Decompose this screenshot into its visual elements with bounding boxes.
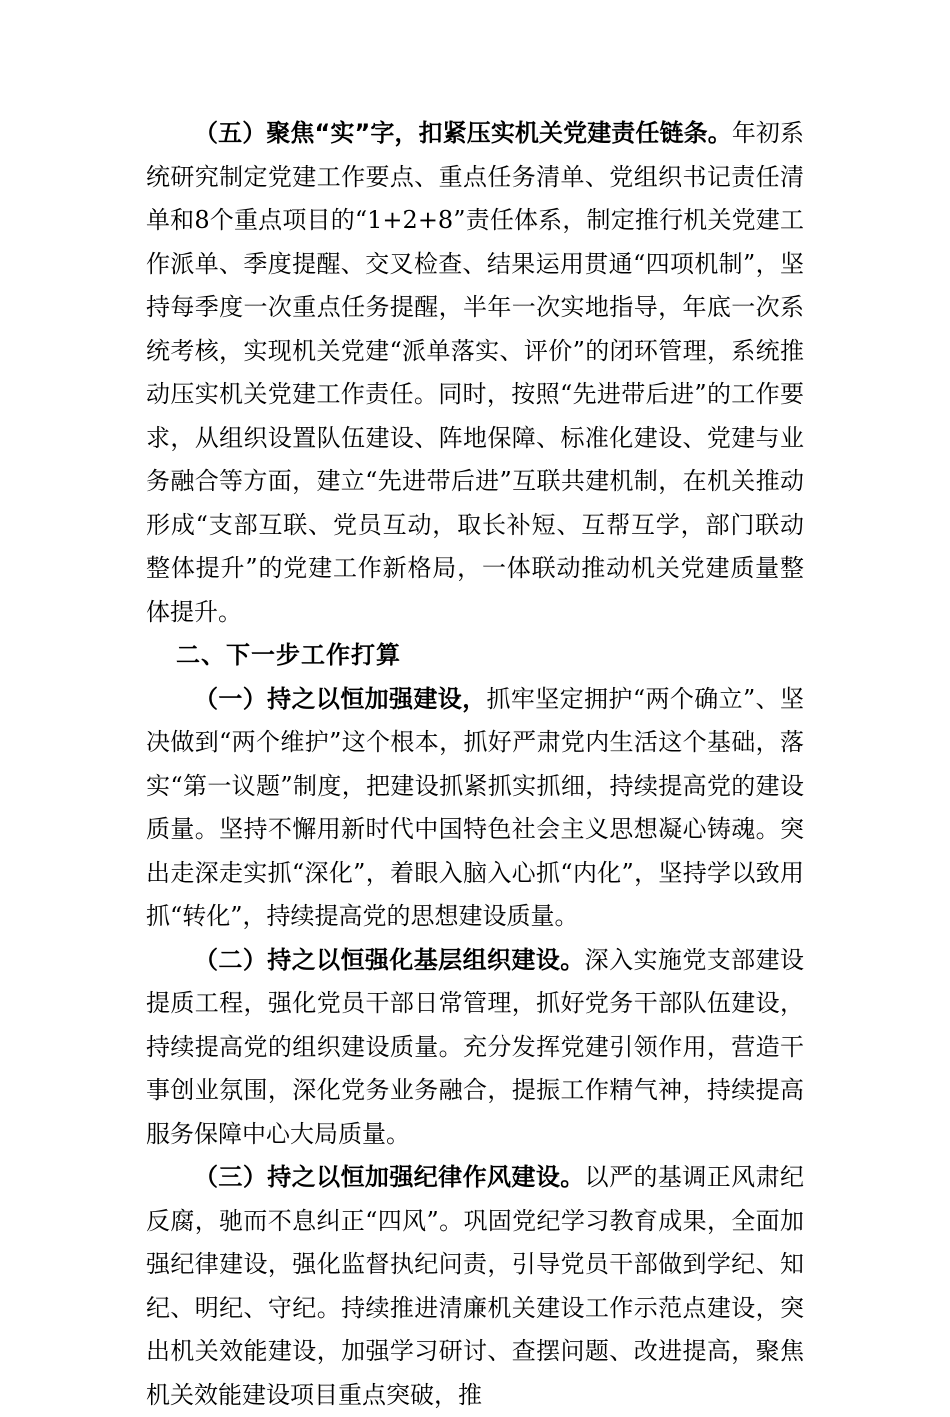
paragraph-one-body: 抓牢坚定拥护“两个确立”、坚决做到“两个维护”这个根本，抓好严肃党内生活这个基础，落实“第一议题”制度，把建设抓紧抓实抓细，持续提高党的建设质量。坚持不懈用新时代中国特色社会主义思想凝心铸魂。突出走深走实抓“深化”，着眼入脑入心抓“内化”，坚持学以致用抓“转化”，持续提高党的思想建设质量。	[146, 684, 805, 930]
paragraph-five-body: 年初系统研究制定党建工作要点、重点任务清单、党组织书记责任清单和8个重点项目的“1+2+8”责任体系，制定推行机关党建工作派单、季度提醒、交叉检查、结果运用贯通“四项机制”，坚持每季度一次重点任务提醒，半年一次实地指导，年底一次系统考核，实现机关党建“派单落实、评价”的闭环管理，系统推动压实机关党建工作责任。同时，按照“先进带后进”的工作要求，从组织设置队伍建设、阵地保障、标准化建设、党建与业务融合等方面，建立“先进带后进”互联共建机制，在机关推动形成“支部互联、党员互动，取长补短、互帮互学，部门联动整体提升”的党建工作新格局，一体联动推动机关党建质量整体提升。	[146, 119, 805, 626]
document-body	[146, 112, 804, 1417]
paragraph-one-lead: （一）持之以恒加强建设，	[194, 684, 487, 713]
paragraph-five-lead: （五）聚焦“实”字，扣紧压实机关党建责任链条。	[194, 119, 732, 147]
paragraph-two-body: 深入实施党支部建设提质工程，强化党员干部日常管理，抓好党务干部队伍建设，持续提高党的组织建设质量。充分发挥党建引领作用，营造干事创业氛围，深化党务业务融合，提振工作精气神，持续提高服务保障中心大局质量。	[146, 945, 805, 1148]
paragraph-five	[146, 112, 804, 634]
paragraph-three	[146, 1156, 804, 1417]
paragraph-one	[146, 678, 804, 939]
paragraph-two-lead: （二）持之以恒强化基层组织建设。	[194, 945, 585, 974]
paragraph-two	[146, 939, 804, 1157]
section-heading-next-steps: 二、下一步工作打算	[176, 641, 401, 669]
paragraph-three-body: 以严的基调正风肃纪反腐，驰而不息纠正“四风”。巩固党纪学习教育成果，全面加强纪律建设，强化监督执纪问责，引导党员干部做到学纪、知纪、明纪、守纪。持续推进清廉机关建设工作示范点建设，突出机关效能建设，加强学习研讨、查摆问题、改进提高，聚焦机关效能建设项目重点突破，推	[146, 1163, 805, 1409]
paragraph-three-lead: （三）持之以恒加强纪律作风建设。	[194, 1163, 585, 1191]
